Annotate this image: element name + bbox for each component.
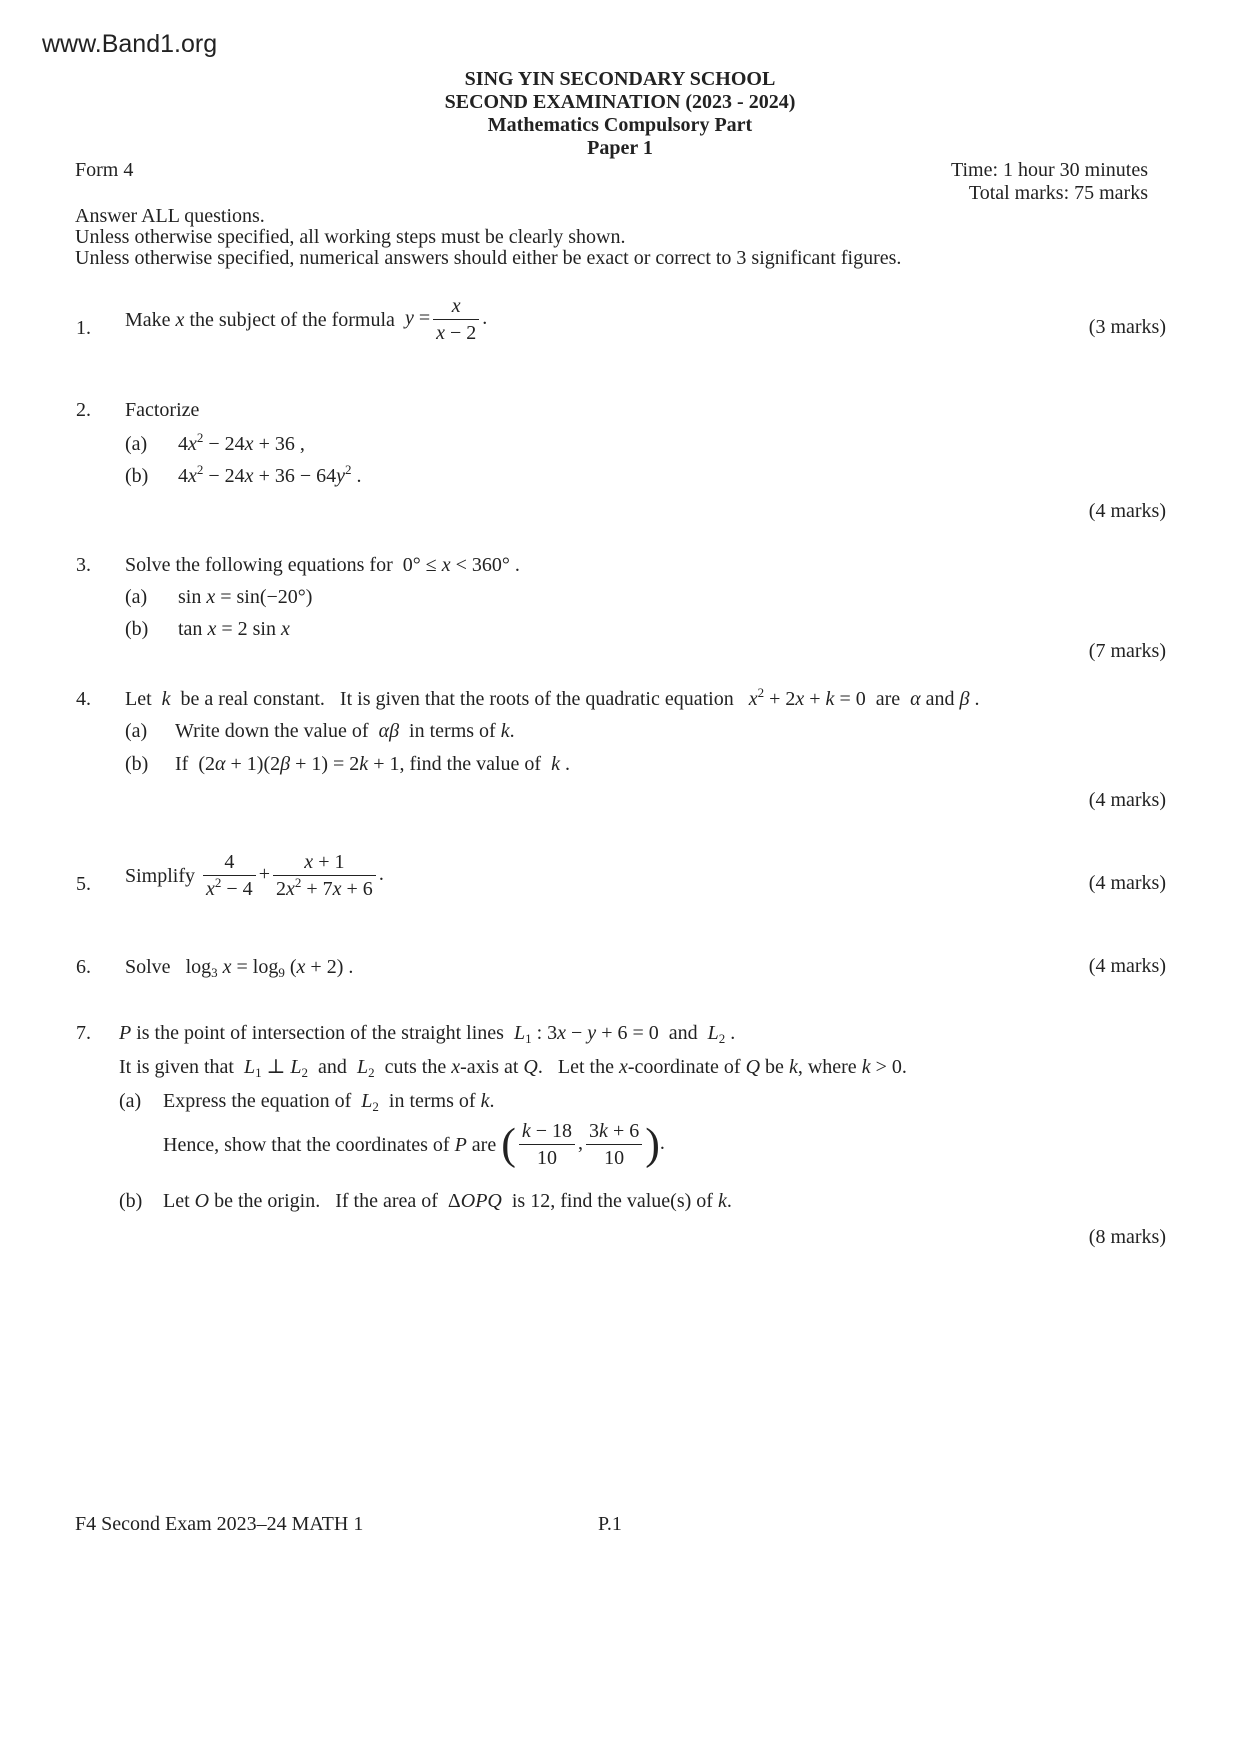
footer-exam-label: F4 Second Exam 2023–24 MATH 1 [75, 1513, 364, 1535]
part-label: (a) [119, 1090, 142, 1112]
marks-q3: (7 marks) [1088, 640, 1166, 662]
q4a-text: Write down the value of αβ in terms of k. [175, 720, 515, 742]
q3b-equation: tan x = 2 sin x [178, 618, 290, 640]
part-label: (b) [125, 753, 149, 775]
instruction-3: Unless otherwise specified, numerical answers should either be exact or correct to 3 significant figures. [75, 247, 902, 269]
part-label: (a) [125, 433, 148, 455]
marks-q6: (4 marks) [1088, 955, 1166, 977]
question-5: Simplify $\frac{4}{x^2 - 4}$ + $\frac{x + 1}{2x^2 + 7x + 6}$ . [125, 851, 384, 900]
q7b-text: Let O be the origin. If the area of ΔOPQ is 12, find the value(s) of k. [163, 1190, 732, 1212]
subject-title: Mathematics Compulsory Part [487, 114, 753, 136]
question-7-line-1: P is the point of intersection of the straight lines $L_1$ : 3x − y + 6 = 0 and $L_2$ . [119, 1022, 736, 1046]
part-label: (b) [125, 465, 149, 487]
question-7-line-2: It is given that $L_1$ ⊥ $L_2$ and $L_2$ cuts the x-axis at Q. Let the x-coordinate of Q be k, where k > 0. [119, 1056, 907, 1080]
question-number: 2. [76, 399, 91, 421]
part-label: (b) [125, 618, 149, 640]
marks-q4: (4 marks) [1088, 789, 1166, 811]
total-marks: Total marks: 75 marks [968, 182, 1148, 204]
q3a-equation: sin x = sin(−20°) [178, 586, 313, 608]
question-number: 3. [76, 554, 91, 576]
question-1: Make x the subject of the formula y = $\frac{x}{x - 2}$ . [125, 295, 488, 344]
paper-title: Paper 1 [587, 137, 653, 159]
marks-q5: (4 marks) [1088, 872, 1166, 894]
question-4: Let k be a real constant. It is given that the roots of the quadratic equation $x^2 + 2x + k = 0$ are α and β . [125, 685, 980, 710]
time-allowed: Time: 1 hour 30 minutes [950, 159, 1148, 181]
page-number: P.1 [598, 1513, 622, 1535]
part-label: (b) [119, 1190, 143, 1212]
q4b-text: If (2α + 1)(2β + 1) = 2k + 1, find the value of k . [175, 753, 570, 775]
q7a-text: Express the equation of $L_2$ in terms of k. [163, 1090, 495, 1114]
question-number: 7. [76, 1022, 91, 1044]
question-number: 1. [76, 317, 91, 339]
q2a-expression: $4x^2 - 24x + 36$ , [178, 430, 305, 455]
question-6: Solve $\log_3 x = \log_9 (x + 2)$ . [125, 956, 354, 980]
exam-title: SECOND EXAMINATION (2023 - 2024) [444, 91, 796, 113]
watermark: www.Band1.org [42, 30, 218, 58]
instruction-2: Unless otherwise specified, all working steps must be clearly shown. [75, 226, 626, 248]
part-label: (a) [125, 720, 148, 742]
question-number: 4. [76, 688, 91, 710]
q7a-hence: Hence, show that the coordinates of P are ( $\frac{k - 18}{10}$ , $\frac{3k + 6}{10}$ ). [163, 1119, 665, 1169]
instruction-1: Answer ALL questions. [75, 205, 265, 227]
part-label: (a) [125, 586, 148, 608]
question-number: 6. [76, 956, 91, 978]
marks-q1: (3 marks) [1088, 316, 1166, 338]
question-number: 5. [76, 873, 91, 895]
q2b-expression: $4x^2 - 24x + 36 - 64y^2$ . [178, 462, 362, 487]
question-2: Factorize [125, 399, 200, 421]
school-name: SING YIN SECONDARY SCHOOL [464, 68, 776, 90]
marks-q7: (8 marks) [1088, 1226, 1166, 1248]
marks-q2: (4 marks) [1088, 500, 1166, 522]
form-label: Form 4 [75, 159, 134, 181]
question-3: Solve the following equations for 0° ≤ x < 360° . [125, 554, 520, 576]
